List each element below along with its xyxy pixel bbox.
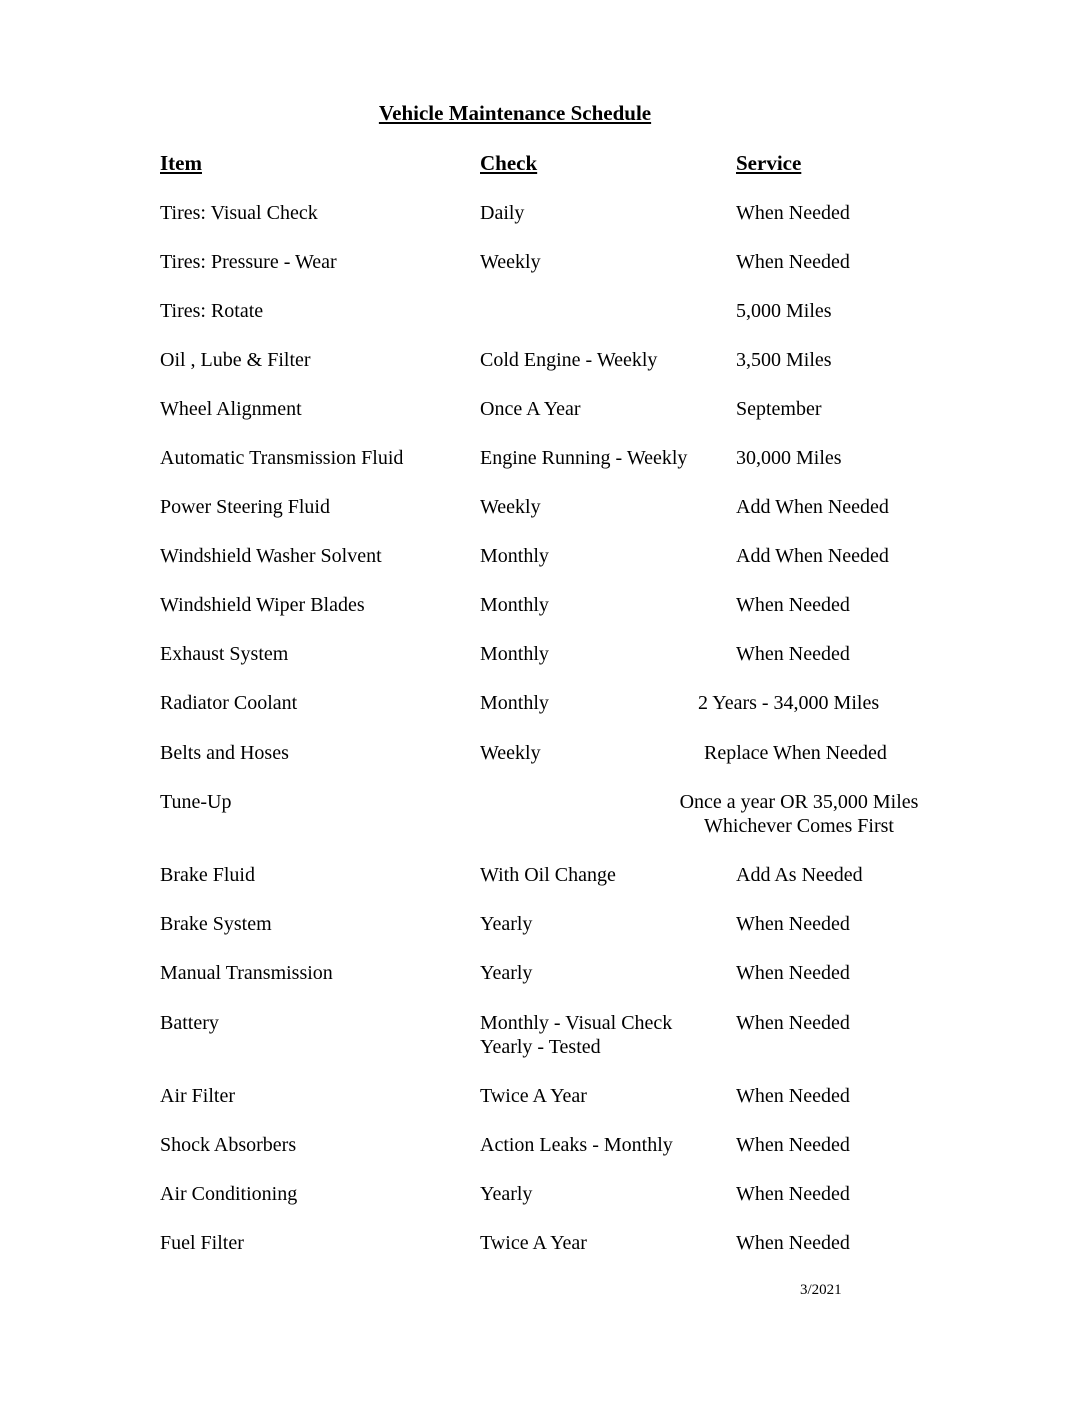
row-service: When Needed <box>736 1183 850 1205</box>
row-check: Twice A Year <box>480 1085 587 1107</box>
row-check: Monthly <box>480 594 549 616</box>
footer-date: 3/2021 <box>800 1282 842 1298</box>
row-check: Monthly <box>480 643 549 665</box>
row-check: Yearly <box>480 962 533 984</box>
row-service: When Needed <box>736 1134 850 1156</box>
row-check: Once A Year <box>480 398 581 420</box>
row-service: 30,000 Miles <box>736 447 842 469</box>
row-service: When Needed <box>736 251 850 273</box>
row-service: When Needed <box>736 1085 850 1107</box>
row-service: When Needed <box>736 1012 850 1034</box>
row-item: Tune-Up <box>160 791 232 813</box>
row-check: Monthly <box>480 692 549 714</box>
row-check: Monthly <box>480 545 549 567</box>
row-service: 5,000 Miles <box>736 300 832 322</box>
row-service: Replace When Needed <box>704 742 887 764</box>
row-check: Engine Running - Weekly <box>480 447 688 469</box>
row-check: Monthly - Visual Check <box>480 1012 673 1034</box>
row-item: Exhaust System <box>160 643 289 665</box>
row-service: Once a year OR 35,000 Miles <box>679 791 919 813</box>
row-check: Daily <box>480 202 525 224</box>
row-check: Weekly <box>480 496 541 518</box>
row-item: Wheel Alignment <box>160 398 302 420</box>
row-service: When Needed <box>736 913 850 935</box>
row-service: 2 Years - 34,000 Miles <box>698 692 880 714</box>
row-check: With Oil Change <box>480 864 616 886</box>
row-check: Yearly <box>480 1183 533 1205</box>
row-item: Manual Transmission <box>160 962 333 984</box>
row-item: Air Conditioning <box>160 1183 298 1205</box>
row-item: Fuel Filter <box>160 1232 244 1254</box>
row-check: Action Leaks - Monthly <box>480 1134 673 1156</box>
row-item: Air Filter <box>160 1085 235 1107</box>
row-item: Shock Absorbers <box>160 1134 297 1156</box>
row-service: When Needed <box>736 202 850 224</box>
row-item: Windshield Washer Solvent <box>160 545 382 567</box>
row-check-multiline <box>480 1011 672 1059</box>
row-item: Radiator Coolant <box>160 692 298 714</box>
row-check: Twice A Year <box>480 1232 587 1254</box>
row-service: When Needed <box>736 594 850 616</box>
row-service: 3,500 Miles <box>736 349 832 371</box>
row-check: Weekly <box>480 742 541 764</box>
row-service: Add When Needed <box>736 545 889 567</box>
row-check: Weekly <box>480 251 541 273</box>
row-item: Brake Fluid <box>160 864 255 886</box>
row-item: Tires: Pressure - Wear <box>160 251 337 273</box>
page-title-text: Vehicle Maintenance Schedule <box>378 101 652 125</box>
row-service: When Needed <box>736 1232 850 1254</box>
row-service: When Needed <box>736 962 850 984</box>
row-service: September <box>736 398 822 420</box>
row-item: Windshield Wiper Blades <box>160 594 365 616</box>
row-item: Brake System <box>160 913 272 935</box>
row-item: Tires: Visual Check <box>160 202 318 224</box>
row-service: When Needed <box>736 643 850 665</box>
row-check-line2: Yearly - Tested <box>480 1036 601 1058</box>
row-service: Add As Needed <box>736 864 863 886</box>
column-header-service: Service <box>736 151 802 175</box>
page-title <box>0 101 1088 126</box>
row-service-line2: Whichever Comes First <box>704 815 894 837</box>
row-service-multiline <box>680 790 919 838</box>
row-check: Yearly <box>480 913 533 935</box>
row-item: Automatic Transmission Fluid <box>160 447 404 469</box>
row-item: Belts and Hoses <box>160 742 289 764</box>
column-header-check: Check <box>480 151 538 175</box>
row-item: Battery <box>160 1012 219 1034</box>
row-item: Oil , Lube & Filter <box>160 349 311 371</box>
row-item: Tires: Rotate <box>160 300 264 322</box>
column-header-item: Item <box>160 151 202 175</box>
row-item: Power Steering Fluid <box>160 496 330 518</box>
row-service: Add When Needed <box>736 496 889 518</box>
row-check: Cold Engine - Weekly <box>480 349 658 371</box>
